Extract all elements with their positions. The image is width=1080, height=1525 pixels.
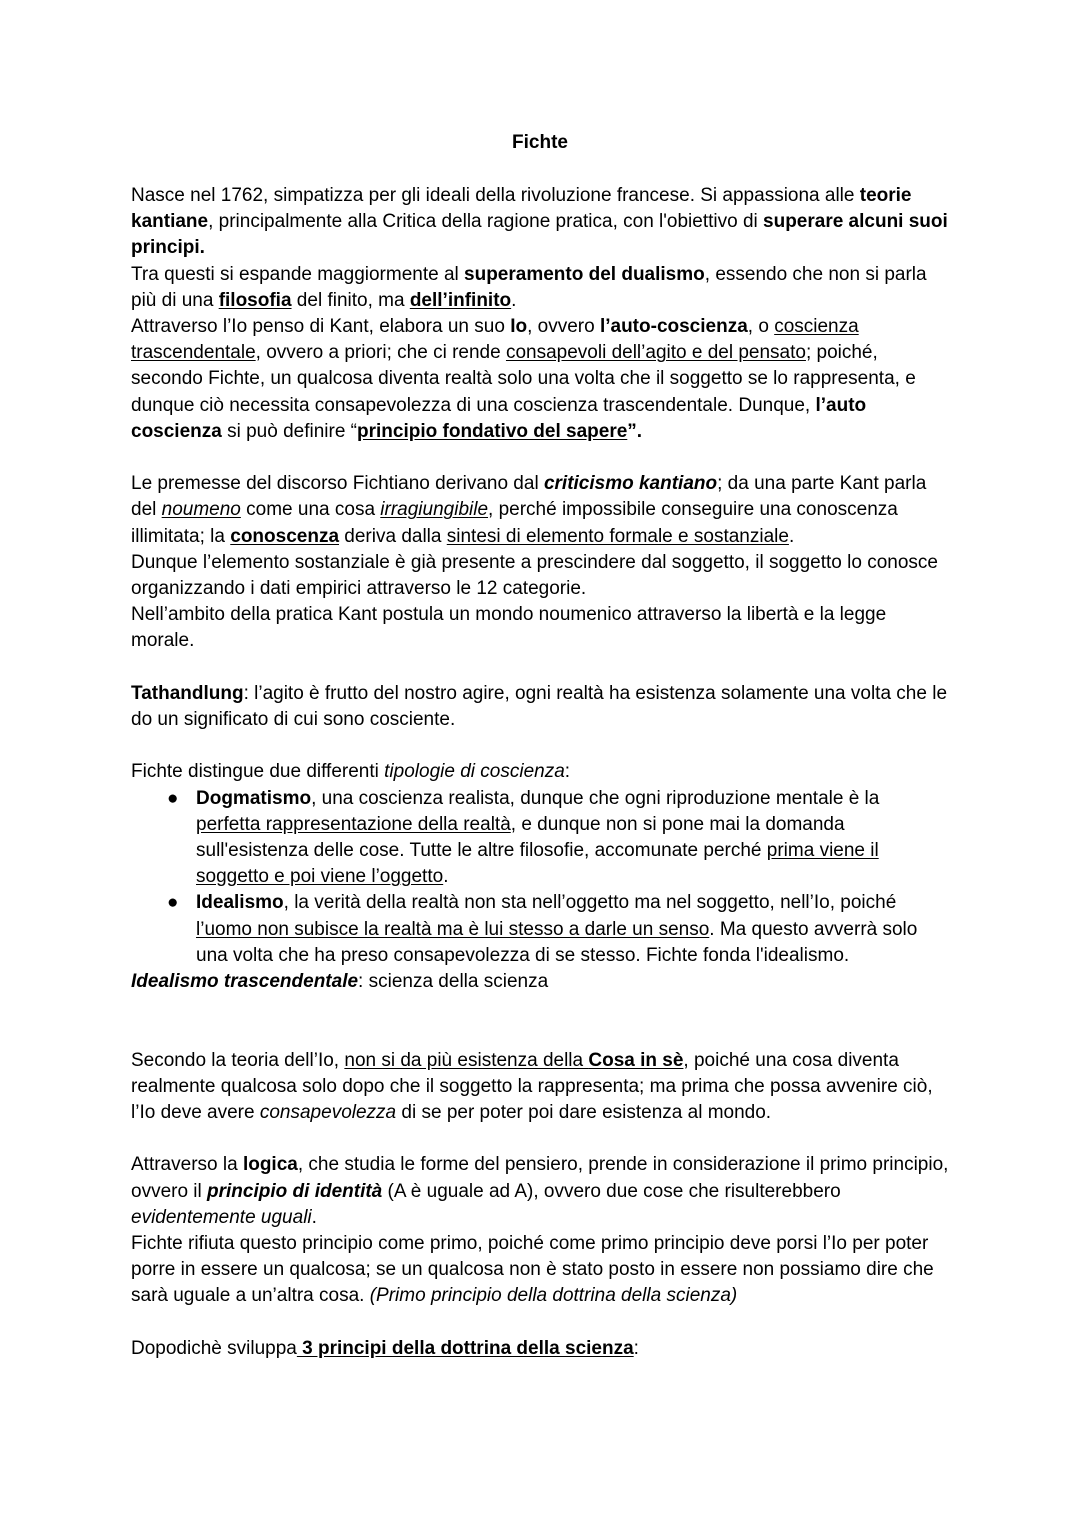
bold-text: l’auto coscienza bbox=[131, 394, 867, 442]
bold-underlined-text: conoscenza bbox=[230, 525, 340, 547]
text: , la verità della realtà non sta nell’oggetto ma nel soggetto, nell’Io, poiché bbox=[283, 892, 897, 914]
text: , perché impossibile conseguire una conoscenza illimitata; la bbox=[131, 499, 898, 547]
text: , principalmente alla Critica della ragione pratica, con l'obiettivo di bbox=[208, 211, 764, 233]
underlined-text: l’uomo non subisce la realtà ma è lui stesso a darle un senso bbox=[196, 918, 710, 940]
text: Dopodichè sviluppa bbox=[131, 1337, 297, 1359]
bold-text: Dogmatismo bbox=[196, 787, 312, 809]
paragraph-transcendental-idealism bbox=[131, 969, 949, 995]
underlined-text: sintesi di elemento formale e sostanziale bbox=[446, 525, 789, 547]
text: si può definire “ bbox=[221, 420, 358, 442]
text: deriva dalla bbox=[339, 525, 447, 547]
bold-underlined-text: Cosa in sè bbox=[588, 1049, 684, 1071]
text: , essendo che non si parla più di una bbox=[131, 263, 927, 311]
italic-text: tipologie di coscienza bbox=[384, 761, 565, 783]
text: di se per poter poi dare esistenza al mondo. bbox=[396, 1102, 772, 1124]
bold-italic-text: principio di identità bbox=[207, 1180, 383, 1202]
paragraph-three-principles bbox=[131, 1336, 949, 1362]
text: . bbox=[311, 1206, 317, 1228]
italic-text: (Primo principio della dottrina della scienza) bbox=[369, 1285, 738, 1307]
paragraph-first-principle bbox=[131, 1231, 949, 1310]
text: : bbox=[633, 1337, 639, 1359]
text: : l’agito è frutto del nostro agire, ogni realtà ha esistenza solamente una volta che le do un significato di cui sono cosciente. bbox=[131, 682, 948, 731]
text: , che studia le forme del pensiero, prende in considerazione il primo principio, ovvero il bbox=[131, 1154, 949, 1202]
text: Secondo la teoria dell’Io, bbox=[131, 1049, 345, 1071]
text: . bbox=[788, 525, 795, 547]
text: Fichte rifiuta questo principio come primo, poiché come primo principio deve porsi l’Io per poter porre in essere un qualcosa; se un qualcosa non è stato posto in essere non possiamo dire che sarà uguale a un’altra cosa. bbox=[131, 1233, 934, 1307]
bold-text: superare alcuni suoi principi. bbox=[131, 211, 948, 259]
italic-text: consapevolezza bbox=[259, 1102, 397, 1124]
bold-text: teorie kantiane bbox=[131, 185, 912, 233]
paragraph-tathandlung bbox=[131, 681, 949, 733]
bold-text: Idealismo bbox=[196, 892, 284, 914]
underlined-text: coscienza trascendentale bbox=[131, 316, 859, 364]
paragraph-io bbox=[131, 314, 949, 445]
bold-text: Io bbox=[510, 316, 528, 338]
list-item bbox=[131, 890, 949, 969]
underlined-text: prima viene il soggetto e poi viene l’oggetto bbox=[196, 840, 879, 888]
bullet-list bbox=[131, 786, 949, 969]
bold-text: logica bbox=[242, 1154, 298, 1176]
paragraph-intro bbox=[131, 183, 949, 262]
text: Tra questi si espande maggiormente al bbox=[131, 263, 465, 285]
paragraph-premises bbox=[131, 471, 949, 550]
text: , e dunque non si pone mai la domanda sull'esistenza delle cose. Tutte le altre filosofie, accomunate perché bbox=[196, 813, 845, 862]
text: , una coscienza realista, dunque che ogni riproduzione mentale è la bbox=[311, 787, 880, 809]
list-item bbox=[131, 786, 949, 891]
bold-italic-text: criticismo kantiano bbox=[543, 473, 718, 495]
text: ; poiché, secondo Fichte, un qualcosa diventa realtà solo una volta che il soggetto se lo rappresenta, e dunque ciò necessita consapevolezza di una coscienza trascendentale. Dunque, bbox=[131, 342, 916, 416]
text: . Ma questo avverrà solo una volta che ha preso consapevolezza di se stesso. Fichte fonda l'idealismo. bbox=[196, 918, 918, 966]
paragraph-thing-in-itself bbox=[131, 1048, 949, 1127]
text: , ovvero bbox=[527, 316, 600, 338]
text: Attraverso l’Io penso di Kant, elabora un suo bbox=[131, 316, 511, 338]
bold-underlined-text: dell’infinito bbox=[409, 289, 512, 311]
bold-underlined-text: 3 principi della dottrina della scienza bbox=[296, 1337, 634, 1359]
paragraph-types-intro bbox=[131, 759, 949, 785]
bullet-icon: ● bbox=[167, 892, 179, 914]
text: Nasce nel 1762, simpatizza per gli ideali della rivoluzione francese. Si appassiona alle bbox=[131, 185, 860, 206]
text: Attraverso la bbox=[131, 1154, 243, 1176]
bold-underlined-text: filosofia bbox=[218, 289, 292, 311]
text: del finito, ma bbox=[291, 289, 410, 311]
paragraph-practice: Nell’ambito della pratica Kant postula un mondo noumenico attraverso la libertà e la legge morale. bbox=[131, 604, 887, 652]
bold-italic-text: Idealismo trascendentale bbox=[131, 971, 359, 993]
text: (A è uguale ad A), ovvero due cose che risulterebbero bbox=[382, 1180, 841, 1202]
text: : scienza della scienza bbox=[358, 971, 549, 993]
underlined-text: perfetta rappresentazione della realtà bbox=[196, 813, 511, 835]
italic-underlined-text: irragiungibile bbox=[380, 499, 489, 521]
bold-text: ”. bbox=[627, 420, 643, 442]
bold-underlined-text: principio fondativo del sapere bbox=[357, 420, 628, 442]
paragraph-dualism bbox=[131, 262, 949, 314]
text: , ovvero a priori; che ci rende bbox=[255, 342, 506, 364]
bullet-icon: ● bbox=[167, 787, 179, 809]
text: come una cosa bbox=[240, 499, 381, 521]
bold-text: superamento del dualismo bbox=[464, 263, 705, 285]
italic-text: evidentemente uguali bbox=[131, 1206, 312, 1228]
text: , o bbox=[747, 316, 775, 338]
text: Le premesse del discorso Fichtiano derivano dal bbox=[131, 473, 544, 495]
italic-underlined-text: noumeno bbox=[161, 499, 241, 521]
page-title: Fichte bbox=[512, 132, 568, 153]
underlined-text: non si da più esistenza della bbox=[344, 1049, 589, 1071]
text: , poiché una cosa diventa realmente qualcosa solo dopo che il soggetto la rappresenta; ma prima che possa avvenire ciò, l’Io deve avere bbox=[131, 1049, 933, 1124]
paragraph-substance: Dunque l’elemento sostanziale è già presente a prescindere dal soggetto, il soggetto lo conosce organizzando i dati empirici attraverso le 12 categorie. bbox=[131, 551, 938, 600]
text: . bbox=[443, 866, 449, 888]
bold-text: Tathandlung bbox=[131, 682, 244, 704]
underlined-text: consapevoli dell’agito e del pensato bbox=[505, 342, 806, 364]
text: . bbox=[511, 289, 517, 311]
bold-text: l’auto-coscienza bbox=[599, 316, 748, 338]
paragraph-logic bbox=[131, 1152, 949, 1231]
text: : bbox=[564, 761, 571, 783]
text: ; da una parte Kant parla del bbox=[131, 473, 927, 521]
text: Fichte distingue due differenti bbox=[131, 761, 385, 783]
